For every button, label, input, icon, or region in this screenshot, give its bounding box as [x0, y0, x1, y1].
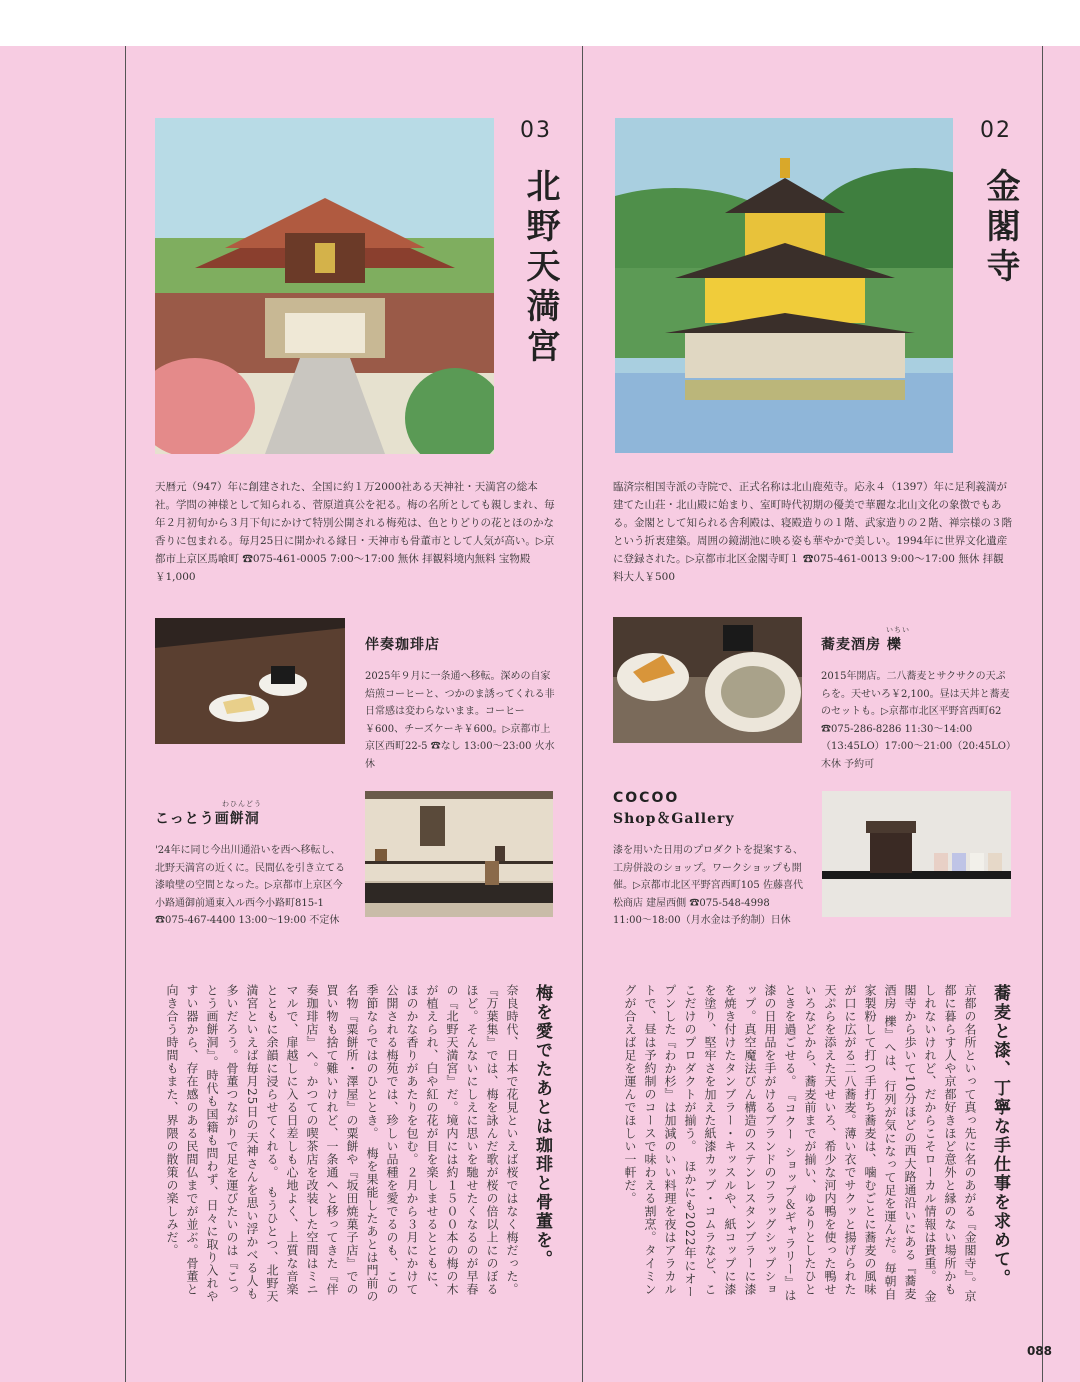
spot-02-description: 臨済宗相国寺派の寺院で、正式名称は北山鹿苑寺。応永４（1397）年に足利義満が建てた山荘・北山殿に始まり、室町時代初期の優美で華麗な北山文化の象徴でもある。金閣として知られる舎利殿は、寝殿造りの１階、武家造りの２階、禅宗様の３階という折衷建築。周囲の鏡湖池に映る姿も華やかで美しい。1994年に世界文化遺産に登録された。▷京都市北区金閣寺町１ ☎075-461-0013 9:00〜17:00 無休 拝観料大人￥500	[613, 481, 1012, 583]
spot-03-title: 北野天満宮	[520, 168, 560, 368]
spot-03-number: 03	[520, 118, 552, 143]
kitano-tenmangu-illustration	[155, 118, 494, 454]
article-left-heading: 梅を愛でたあとは珈琲と骨董を。	[532, 984, 552, 1269]
soba-rei-description: 2015年開店。二八蕎麦とサクサクの天ぷらを。天せいろ￥2,100。昼は天丼と蕎麦のセットも。▷京都市北区平野宮西町62 ☎075-286-8286 11:30〜14:00（13:45LO）17:00〜21:00（20:45LO）木休 予約可	[821, 671, 1011, 770]
soba-rei-photo	[613, 617, 802, 743]
article-left-body: 奈良時代、日本で花見といえば桜ではなく梅だった。『万葉集』では、梅を詠んだ歌が桜の倍以上にのぼるほど。そんないにしえに思いを馳せたくなるのが早春の『北野天満宮』だ。境内には約１５００本の梅の木が植えられ、白や紅の花が目を楽しませるとともに、ほのかな香りがあたりを包む。２月から３月にかけて公開される梅苑では、珍しい品種を愛でるのも、この季節ならではのひととき。 梅を果能したあとは門前の名物『粟餅所・澤屋』の粟餅や『坂田焼菓子店』での買い物も捨て難いけれど、一条通へと移ってきた『伴奏珈琲店』へ。かつての喫茶店を改装した空間はミニマルで、扉越しに入る日差しも心地よく、上質な音楽とともに余韻に浸らせてくれる。 もうひとつ、北野天満宮といえば毎月25日の天神さんを思い浮かべる人も多いだろう。骨董つながりで足を運びたいのは『こっとう画餅洞』。時代も国籍も問わず、日々に取り入れやすい器から、存在感のある民間仏までが並ぶ。骨董と向き合う時間もまた、界隈の散策の楽しみだ。	[165, 984, 519, 1303]
article-right-body: 京都の名所といって真っ先に名のあがる『金閣寺』。京都に暮らす人や京都好きほど意外と縁のない場所かもしれないけれど、だからこそローカル情報は貴重。 金閣寺から歩いて10分ほどの西大路通沿いにある『蕎麦酒房 櫟』へは、行列が気になって足を運んだ。毎朝自家製粉して打つ手打ち蕎麦は、噛むごとに蕎麦の風味が口に広がる二八蕎麦。薄い衣でサクッと揚げられた天ぷらを添えた天せいろ、希少な河内鴨を使った鴨せいろなどから、蕎麦前までが揃い、ゆるりとしたひとときを過ごせる。 『コクー ショップ＆ギャラリー』は漆の日用品を手がけるブランドのフラッグシップショップ。真空魔法びん構造のステンレスタンブラーに漆を焼き付けたタンブラー・キッスルや、紙コップに漆を塗り、堅牢さを加えた紙漆カップ・コムラなど、ここだけのプロダクトが揃う。 ほかにも2022年にオープンした『わか杉』は加減のいい料理を夜はアラカルトで、昼は予約制のコースで味わえる割烹。タイミングが合えば足を運んでほしい一軒だ。	[623, 984, 977, 1303]
bansou-coffee-photo	[155, 618, 345, 744]
left-margin-rule	[125, 46, 126, 1382]
kinkakuji-illustration	[615, 118, 953, 453]
article-right-heading: 蕎麦と漆、丁寧な手仕事を求めて。	[990, 984, 1010, 1288]
spot-03-description: 天暦元（947）年に創建された、全国に約１万2000社ある天神社・天満宮の総本社。学問の神様として知られる、菅原道真公を祀る。梅の名所としても親しまれ、毎年２月初旬から３月下旬にかけて特別公開される梅苑は、色とりどりの花とほのかな香りに包まれる。毎月25日に開かれる縁日・天神市も骨董市として人気が高い。▷京都市上京区馬喰町 ☎075-461-0005 7:00〜17:00 無休 拝観料境内無料 宝物殿￥1,000	[155, 481, 555, 583]
bansou-coffee-description: 2025年９月に一条通へ移転。深めの自家焙煎コーヒーと、つかのま誘ってくれる非日常感は変わらないまま。コーヒー￥600、チーズケーキ￥600。▷京都市上京区西町22-5 ☎なし 13:00〜23:00 火水休	[365, 671, 555, 770]
center-gutter-rule	[582, 46, 583, 1382]
kottou-wahindou-name: こっとう画餅洞	[155, 811, 260, 827]
spot-02-title: 金閣寺	[980, 168, 1020, 288]
cocoo-photo	[822, 791, 1011, 917]
bansou-coffee-name: 伴奏珈琲店	[365, 637, 440, 653]
cocoo-name-line2: Shop＆Gallery	[613, 811, 735, 827]
kottou-wahindou-photo	[365, 791, 553, 917]
soba-rei-name: 蕎麦酒房 櫟	[821, 637, 902, 653]
soba-rei-ruby: いちい	[886, 626, 910, 634]
page-number: 088	[1026, 1344, 1052, 1358]
cocoo-description: 漆を用いた日用のプロダクトを提案する、工房併設のショップ。ワークショップも開催。▷京都市北区平野宮西町105 佐藤喜代松商店 建屋西側 ☎075-548-4998 11:00〜18:00（月水金は予約制）日休	[613, 845, 803, 926]
cocoo-name-line1: COCOO	[613, 790, 680, 806]
right-margin-rule	[1042, 46, 1043, 1382]
kottou-wahindou-ruby: わひんどう	[222, 800, 262, 808]
spot-02-number: 02	[980, 118, 1012, 143]
kottou-wahindou-description: '24年に同じ今出川通沿いを西へ移転し、北野天満宮の近くに。民間仏を引き立てる漆喰壁の空間となった。▷京都市上京区今小路通御前通東入ル西今小路町815-1 ☎075-467-4400 13:00〜19:00 不定休	[155, 845, 345, 926]
